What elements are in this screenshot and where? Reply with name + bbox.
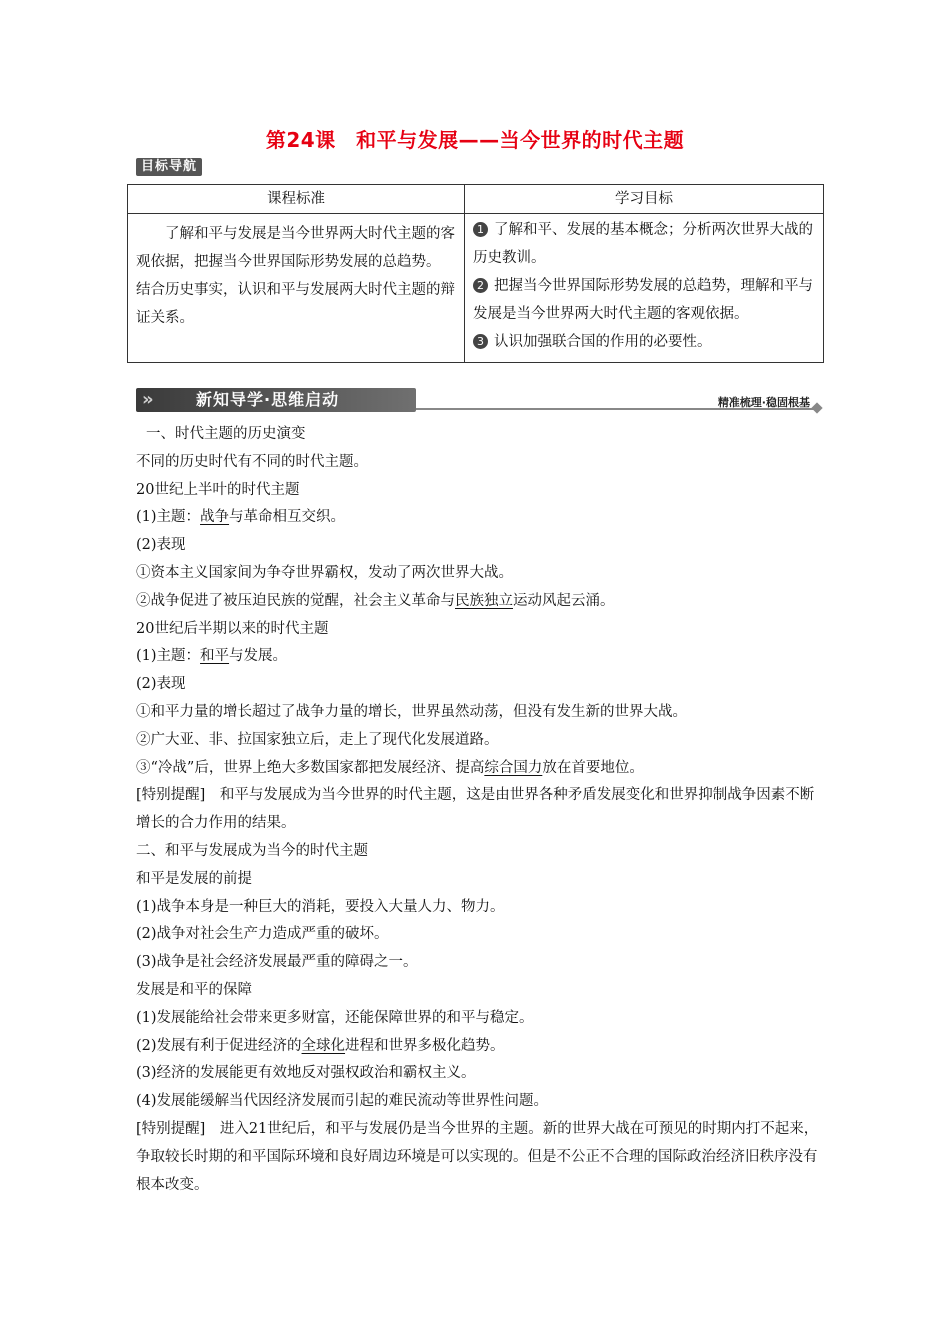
- paragraph: ②广大亚、非、拉国家独立后，走上了现代化发展道路。: [136, 731, 499, 748]
- goals-cell: [465, 214, 824, 363]
- paragraph: ①和平力量的增长超过了战争力量的增长，世界虽然动荡，但没有发生新的世界大战。: [136, 703, 687, 720]
- blank-answer: 和平: [200, 648, 230, 665]
- paragraph: (3)战争是社会经济发展最严重的障碍之一。: [136, 954, 418, 971]
- circled-number-icon: 1: [473, 222, 488, 237]
- goal-text: 了解和平、发展的基本概念；分析两次世界大战的历史教训。: [473, 222, 813, 266]
- paragraph: (2)表现: [136, 676, 186, 693]
- circled-number-icon: 3: [473, 334, 488, 349]
- goal-item: [473, 272, 815, 328]
- paragraph: (3)经济的发展能更有效地反对强权政治和霸权主义。: [136, 1065, 476, 1082]
- paragraph: ②战争促进了被压迫民族的觉醒，社会主义革命与民族独立运动风起云涌。: [136, 592, 615, 609]
- paragraph: (2)战争对社会生产力造成严重的破坏。: [136, 926, 389, 943]
- paragraph: (1)战争本身是一种巨大的消耗，要投入大量人力、物力。: [136, 898, 505, 915]
- section-banner: [136, 386, 824, 414]
- double-chevron-icon: »: [142, 389, 154, 410]
- section-heading: 一、时代主题的历史演变: [146, 426, 306, 442]
- diamond-icon: [811, 402, 822, 413]
- table-header-goals: 学习目标: [465, 185, 824, 214]
- banner-subtitle: 精准梳理·稳固根基: [717, 396, 810, 409]
- section-heading: 二、和平与发展成为当今的时代主题: [136, 842, 368, 859]
- subheading: 20世纪后半期以来的时代主题: [136, 620, 329, 637]
- paragraph: (1)主题：战争与革命相互交织。: [136, 509, 346, 526]
- table-header-standard: 课程标准: [128, 185, 465, 214]
- goal-item: [473, 216, 815, 272]
- special-note: [特别提醒] 进入21世纪后，和平与发展仍是当今世界的主题。新的世界大战在可预见的时期内打不起来，争取较长时期的和平国际环境和良好周边环境是可以实现的。但是不公正不合理的国际政治经济旧秩序没有根本改变。: [136, 1120, 819, 1193]
- goal-text: 把握当今世界国际形势发展的总趋势，理解和平与发展是当今世界两大时代主题的客观依据。: [473, 278, 813, 322]
- subheading: 20世纪上半叶的时代主题: [136, 481, 300, 498]
- goal-text: 认识加强联合国的作用的必要性。: [494, 334, 712, 350]
- lesson-body: [136, 421, 826, 1199]
- paragraph: 不同的历史时代有不同的时代主题。: [136, 453, 368, 470]
- paragraph: (1)发展能给社会带来更多财富，还能保障世界的和平与稳定。: [136, 1009, 534, 1026]
- standard-para-1: 了解和平与发展是当今世界两大时代主题的客观依据，把握当今世界国际形势发展的总趋势。: [136, 226, 455, 270]
- objectives-table: [127, 184, 824, 363]
- paragraph: ③“冷战”后，世界上绝大多数国家都把发展经济、提高综合国力放在首要地位。: [136, 759, 644, 776]
- section-badge: 目标导航: [136, 158, 202, 176]
- blank-answer: 综合国力: [484, 759, 543, 776]
- blank-answer: 全球化: [301, 1037, 346, 1054]
- standard-cell: [128, 214, 465, 363]
- paragraph: ①资本主义国家间为争夺世界霸权，发动了两次世界大战。: [136, 564, 513, 581]
- goal-item: [473, 328, 815, 356]
- banner-title: 新知导学·思维启动: [196, 390, 340, 409]
- circled-number-icon: 2: [473, 278, 488, 293]
- special-note: [特别提醒] 和平与发展成为当今世界的时代主题，这是由世界各种矛盾发展变化和世界抑制战争因素不断增长的合力作用的结果。: [136, 787, 815, 832]
- blank-answer: 民族独立: [455, 592, 513, 609]
- paragraph: (1)主题：和平与发展。: [136, 648, 288, 665]
- paragraph: (2)发展有利于促进经济的全球化进程和世界多极化趋势。: [136, 1037, 505, 1054]
- page-title: 第24课 和平与发展——当今世界的时代主题: [265, 128, 685, 152]
- subheading: 发展是和平的保障: [136, 981, 252, 998]
- standard-para-2: 结合历史事实，认识和平与发展两大时代主题的辩证关系。: [136, 282, 455, 326]
- paragraph: (4)发展能缓解当代因经济发展而引起的难民流动等世界性问题。: [136, 1093, 549, 1110]
- blank-answer: 战争: [200, 509, 230, 526]
- paragraph: (2)表现: [136, 537, 186, 554]
- subheading: 和平是发展的前提: [136, 870, 252, 887]
